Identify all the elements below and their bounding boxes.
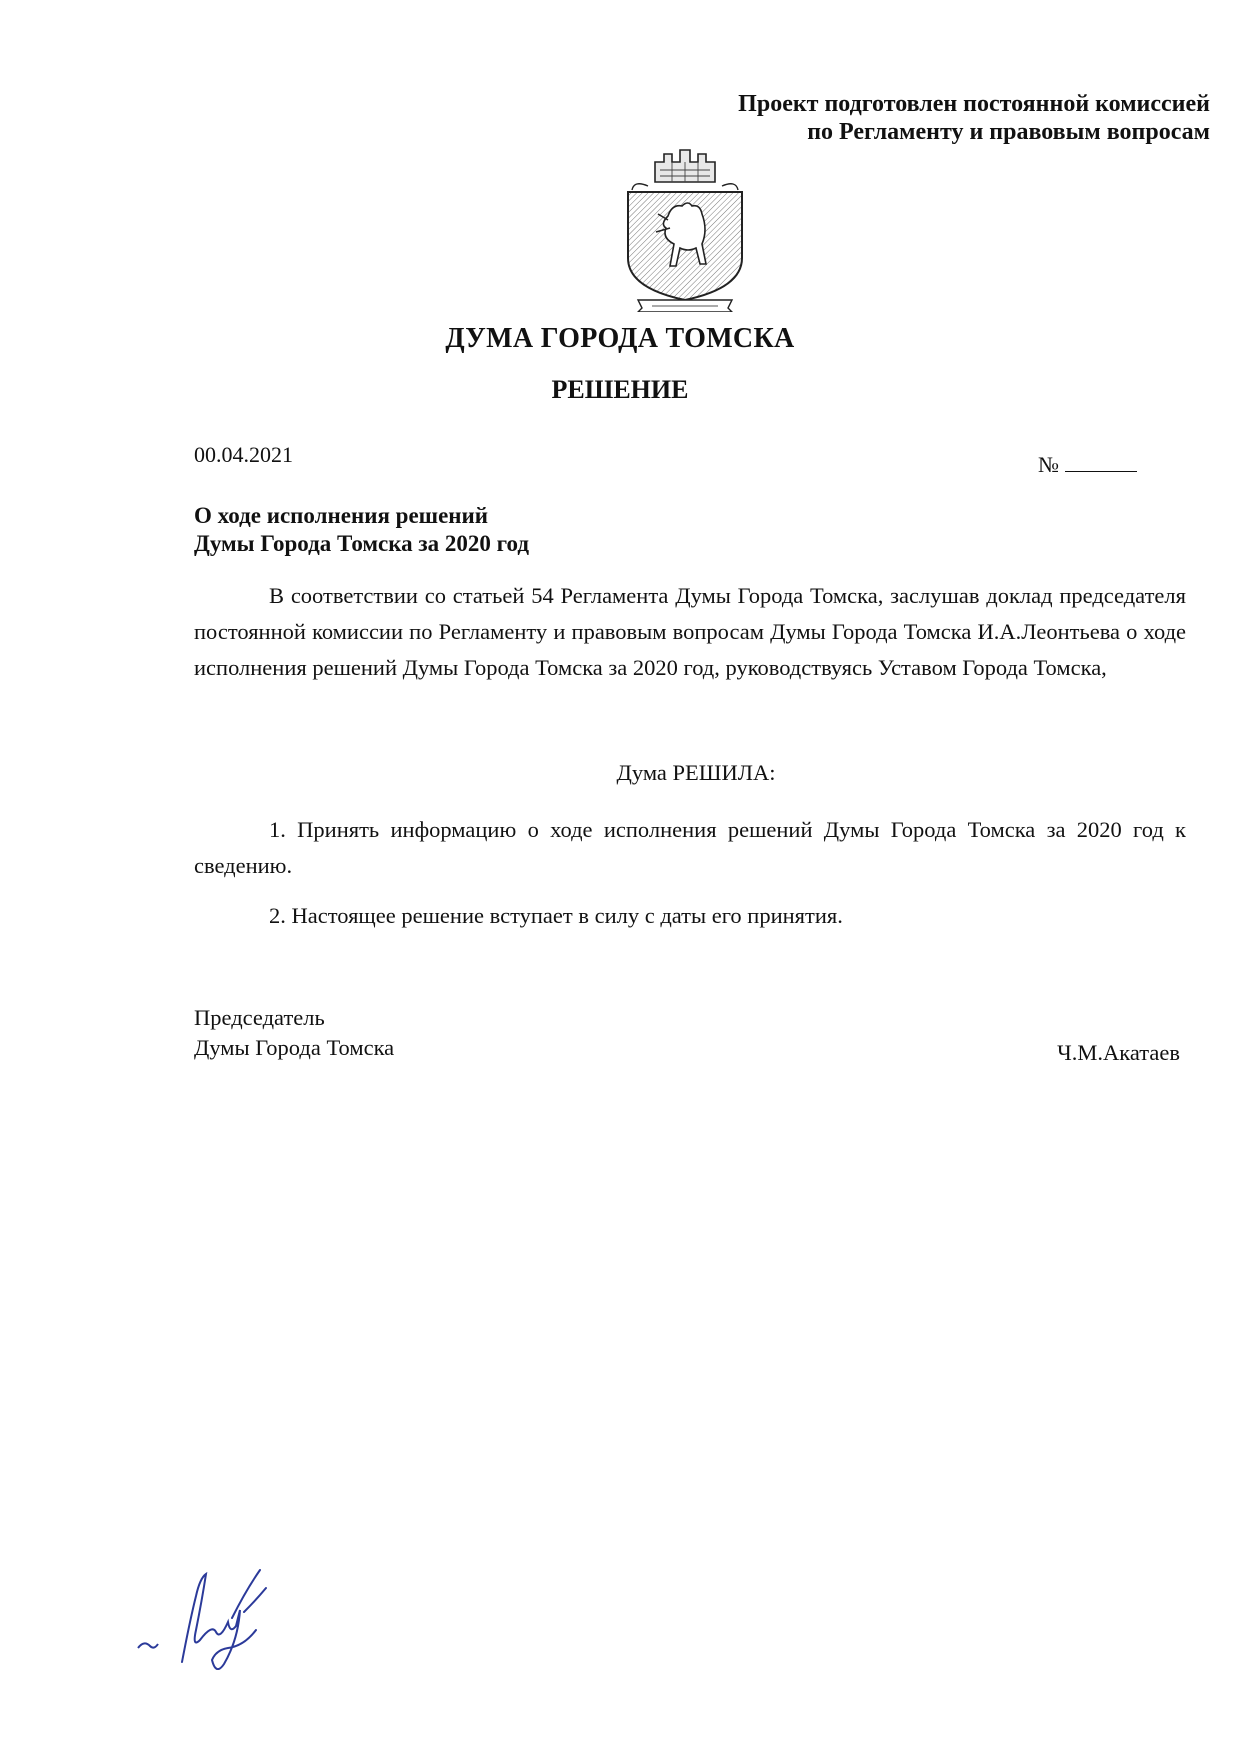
signatory-position-line-2: Думы Города Томска <box>194 1035 395 1060</box>
decision-point-2: 2. Настоящее решение вступает в силу с даты его принятия. <box>269 903 843 928</box>
signatory-position-line-1: Председатель <box>194 1005 325 1030</box>
prepared-by-note <box>650 90 1210 146</box>
document-date: 00.04.2021 <box>194 442 293 467</box>
preamble-paragraph: В соответствии со статьей 54 Регламента Думы Города Томска, заслушав доклад председателя постоянной комиссии по Регламенту и правовым вопросам Думы Города Томска И.А.Леонтьева о ходе исполнения решений Думы Города Томска за 2020 год, руководствуясь Уставом Города Томска, <box>194 583 1186 680</box>
handwritten-signature-icon <box>120 1560 300 1670</box>
tomsk-coat-of-arms-icon <box>610 140 760 312</box>
number-label: № <box>1038 452 1059 477</box>
decision-point-1: 1. Принять информацию о ходе исполнения решений Думы Города Томска за 2020 год к сведению. <box>194 817 1186 878</box>
decision-heading: Дума РЕШИЛА: <box>616 760 776 785</box>
subject-line-1: О ходе исполнения решений <box>194 503 489 528</box>
document-type: РЕШЕНИЕ <box>551 375 689 404</box>
prepared-by-line-1: Проект подготовлен постоянной комиссией <box>738 91 1210 117</box>
subject-line-2: Думы Города Томска за 2020 год <box>194 531 530 556</box>
prepared-by-line-2: по Регламенту и правовым вопросам <box>807 119 1210 145</box>
document-issuer: ДУМА ГОРОДА ТОМСКА <box>445 323 795 354</box>
document-subject <box>194 502 529 558</box>
signatory-position <box>194 1003 394 1063</box>
number-blank <box>1065 453 1137 472</box>
document-number <box>1038 452 1137 478</box>
signatory-name: Ч.М.Акатаев <box>1057 1040 1180 1065</box>
